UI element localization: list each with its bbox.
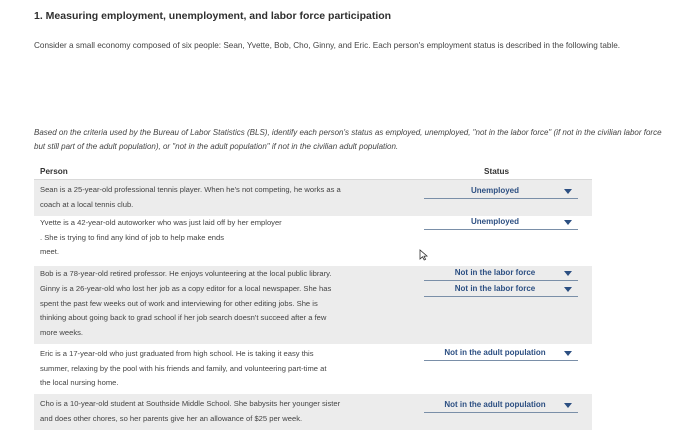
table-row-yvette xyxy=(34,216,592,266)
status-dropdown-eric[interactable] xyxy=(424,347,578,361)
status-dropdown-cho[interactable] xyxy=(424,399,578,413)
person-description xyxy=(34,180,414,212)
text-line: the local nursing home. xyxy=(40,378,119,387)
person-description xyxy=(34,216,414,260)
text-line: meet. xyxy=(40,247,59,256)
status-dropdown-ginny[interactable] xyxy=(424,283,578,297)
caret-down-icon xyxy=(564,403,572,408)
caret-down-icon xyxy=(564,189,572,194)
text-line: coach at a local tennis club. xyxy=(40,199,134,209)
intro-text: Consider a small economy composed of six people: Sean, Yvette, Bob, Cho, Ginny, and Eric. Each person's employment status is described in the following table. xyxy=(34,41,621,50)
person-description xyxy=(34,266,414,282)
table-row-ginny xyxy=(34,282,592,344)
person-description xyxy=(34,394,414,426)
caret-down-icon xyxy=(564,271,572,276)
status-dropdown-bob[interactable] xyxy=(424,267,578,281)
dropdown-value: Not in the labor force xyxy=(454,268,536,277)
text-line: and does other chores, so her parents give her an allowance of $25 per week. xyxy=(40,413,303,423)
table-row-sean xyxy=(34,180,592,216)
dropdown-value: Not in the adult population xyxy=(444,400,546,409)
table-header xyxy=(34,164,592,180)
status-dropdown-sean[interactable] xyxy=(424,185,578,199)
table-row-bob xyxy=(34,266,592,282)
status-dropdown-yvette[interactable] xyxy=(424,216,578,230)
text-line: Cho is a 10-year-old student at Southside Middle School. She babysits her younger sister xyxy=(40,399,341,408)
question-heading: 1. Measuring employment, unemployment, and labor force participation xyxy=(34,10,392,22)
dropdown-value: Not in the labor force xyxy=(454,284,536,293)
instructions-text: Based on the criteria used by the Bureau of Labor Statistics (BLS), identify each person's status as employed, unemployed, "not in the labor force" (if not in the civilian labor force but still part of the adult population), or "not in the adult population" if not in the civilian adult population. xyxy=(34,128,662,151)
table-row-eric xyxy=(34,344,592,394)
col-status-header: Status xyxy=(484,167,510,176)
dropdown-value: Unemployed xyxy=(470,186,519,195)
caret-down-icon xyxy=(564,287,572,292)
text-line: summer, relaxing by the pool with his friends and family, and volunteering part-time at xyxy=(40,363,327,373)
person-description xyxy=(34,344,414,391)
text-line: Ginny is a 26-year-old who lost her job as a copy editor for a local newspaper. She has xyxy=(40,284,332,293)
dropdown-value: Unemployed xyxy=(470,217,519,226)
col-person-header: Person xyxy=(40,167,68,176)
text-line: Bob is a 78-year-old retired professor. He enjoys volunteering at the local public library. xyxy=(40,269,332,278)
text-line: Yvette is a 42-year-old autoworker who was just laid off by her employer xyxy=(40,218,282,227)
status-table xyxy=(34,164,592,430)
text-line: . She is trying to find any kind of job to help make ends xyxy=(40,232,225,242)
text-line: more weeks. xyxy=(40,327,84,337)
caret-down-icon xyxy=(564,351,572,356)
text-line: spent the past few weeks out of work and interviewing for other editing jobs. She is xyxy=(40,298,318,308)
dropdown-value: Not in the adult population xyxy=(444,348,546,357)
text-line: Sean is a 25-year-old professional tennis player. When he's not competing, he works as a xyxy=(40,185,341,194)
text-line: Eric is a 17-year-old who just graduated from high school. He is taking it easy this xyxy=(40,349,314,358)
text-line: thinking about going back to grad school if her job search doesn't succeed after a few xyxy=(40,313,327,322)
mouse-pointer-icon xyxy=(419,249,428,261)
table-group-bob-ginny xyxy=(34,266,592,344)
caret-down-icon xyxy=(564,220,572,225)
person-description xyxy=(34,282,414,340)
table-row-cho xyxy=(34,394,592,430)
